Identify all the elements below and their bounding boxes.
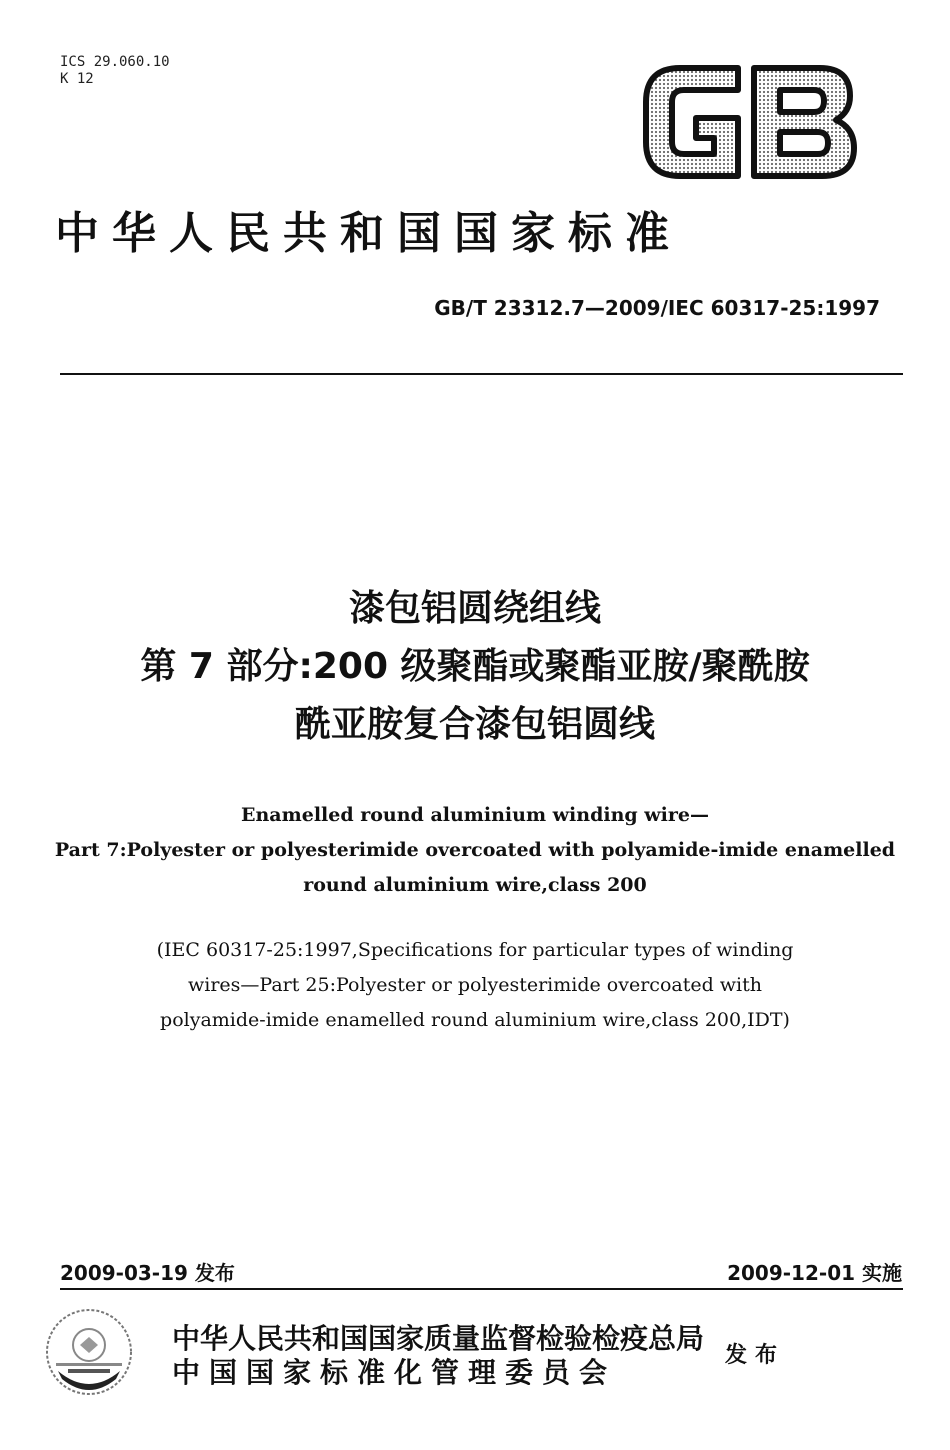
title-zh-line-2: 第 7 部分:200 级聚酯或聚酯亚胺/聚酰胺 xyxy=(140,646,810,687)
issue-date: 2009-03-19 发布 xyxy=(60,1261,235,1285)
document-title-zh xyxy=(40,580,910,754)
ics-code: ICS 29.060.10 xyxy=(60,54,170,70)
top-divider xyxy=(60,373,903,375)
classification-codes xyxy=(60,54,170,88)
issuer-line-1: 中华人民共和国国家质量监督检验检疫总局 xyxy=(172,1322,705,1355)
document-title-en xyxy=(40,798,910,903)
title-zh-line-3: 酰亚胺复合漆包铝圆线 xyxy=(294,704,655,745)
iec-reference xyxy=(40,933,910,1038)
official-seal-icon xyxy=(42,1305,137,1400)
title-zh-line-1: 漆包铝圆绕组线 xyxy=(348,588,601,629)
ccs-code: K 12 xyxy=(60,71,94,87)
iec-reference-line-2: wires—Part 25:Polyester or polyesterimide overcoated with xyxy=(187,974,763,996)
iec-reference-line-3: polyamide-imide enamelled round aluminium wire,class 200,IDT) xyxy=(160,1009,790,1031)
title-en-line-3: round aluminium wire,class 200 xyxy=(303,874,647,896)
issuer-line-2: 中国国家标准化管理委员会 xyxy=(172,1356,617,1389)
bottom-divider xyxy=(60,1288,903,1290)
publish-label: 发布 xyxy=(725,1342,786,1368)
standard-number: GB/T 23312.7—2009/IEC 60317-25:1997 xyxy=(434,296,880,320)
issuing-authorities xyxy=(172,1322,704,1390)
national-standard-title: 中华人民共和国国家标准 xyxy=(55,208,682,259)
gb-emblem-icon xyxy=(634,58,866,186)
title-en-line-1: Enamelled round aluminium winding wire— xyxy=(241,804,709,826)
iec-reference-line-1: (IEC 60317-25:1997,Specifications for particular types of winding xyxy=(156,939,794,961)
title-en-line-2: Part 7:Polyester or polyesterimide overcoated with polyamide-imide enamelled xyxy=(54,839,896,861)
implementation-date: 2009-12-01 实施 xyxy=(727,1261,902,1285)
